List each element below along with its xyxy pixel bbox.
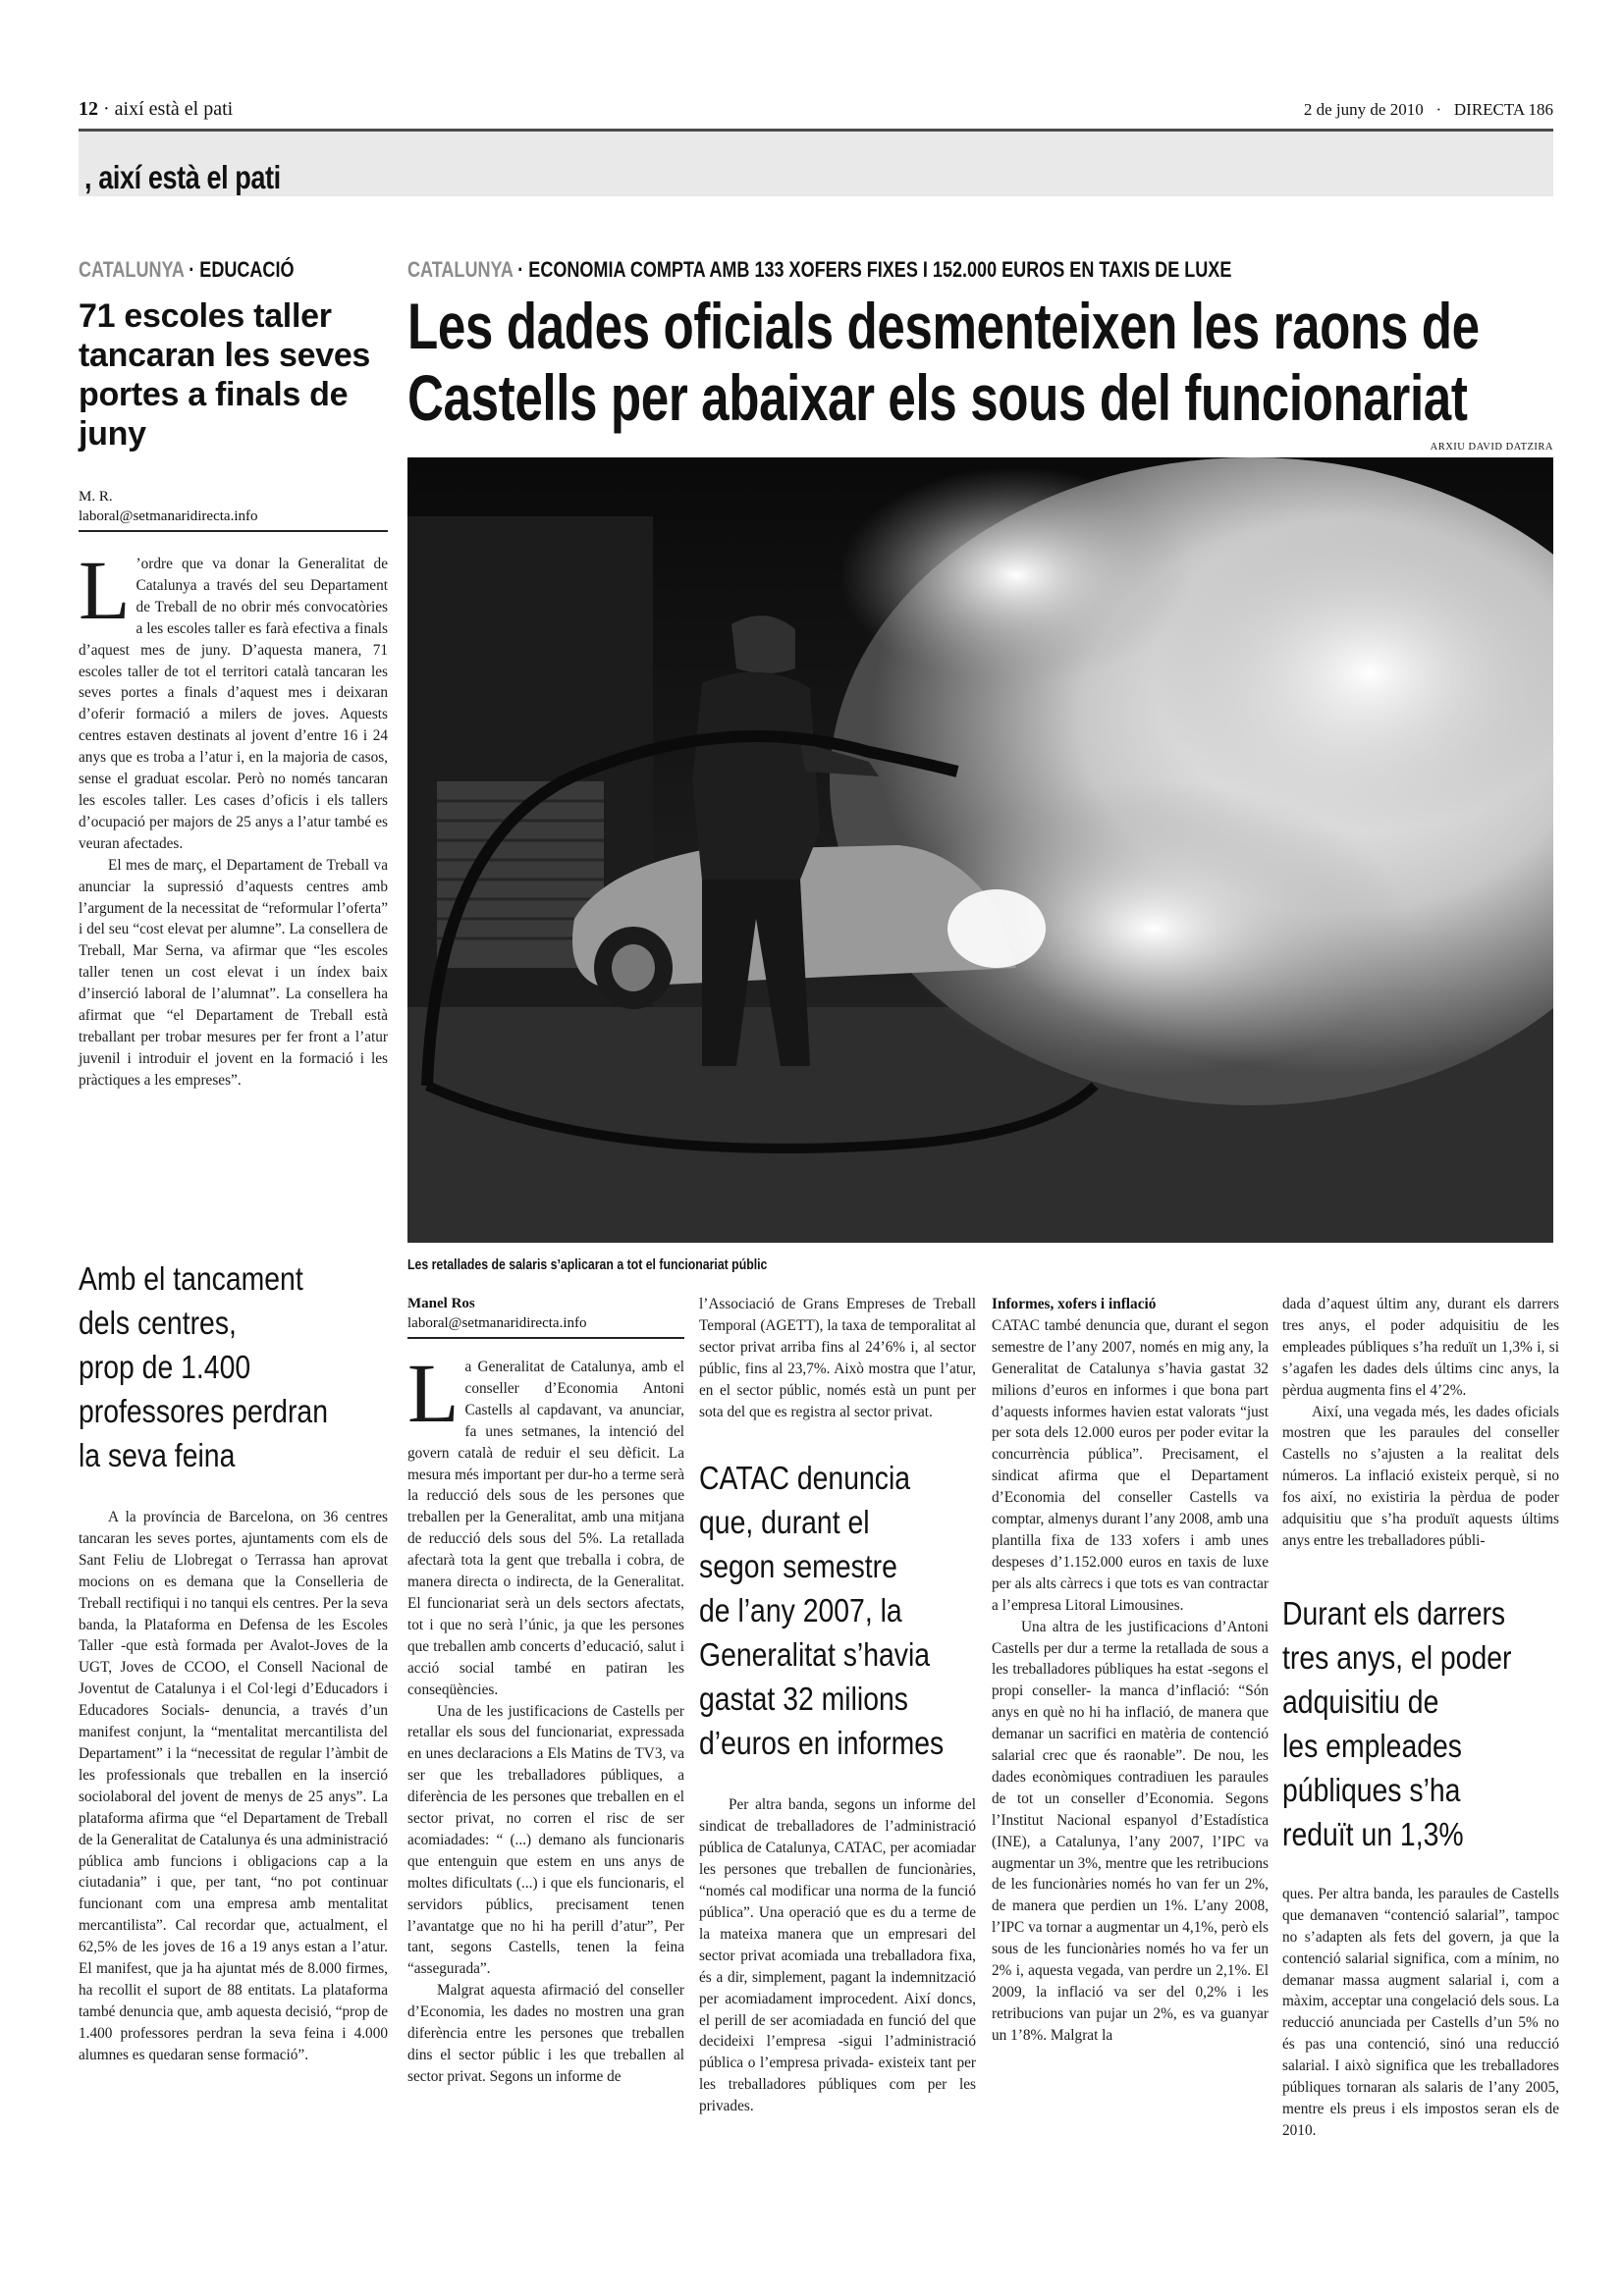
section-name: així està el pati: [114, 98, 234, 120]
author-name: M. R.: [79, 489, 113, 505]
main-headline: Les dades oficials desmenteixen les raons de Castells per abaixar els sous del funcionariat: [407, 290, 1480, 434]
author-name: Manel Ros: [407, 1296, 475, 1311]
paragraph: Així, una vegada més, les dades oficials mostren que les paraules del conseller Castells no s’ajusten a la realitat dels números. La inflació existeix perquè, si no fos així, no existiria la pèrdua de poder adquisitiu que s’ha produït aquests últims anys entre les treballadores públi-: [1282, 1403, 1559, 1549]
separator-dot: ·: [103, 98, 110, 120]
byline-rule: [79, 530, 388, 532]
publication-name: DIRECTA 186: [1453, 100, 1553, 119]
sidebar-article: [79, 257, 388, 1092]
running-header-left: [79, 98, 233, 121]
byline-rule: [407, 1337, 684, 1339]
subheading: Informes, xofers i inflació: [992, 1296, 1157, 1312]
dropcap: L: [407, 1346, 460, 1440]
sidebar-headline: 71 escoles taller tancaran les seves portes a finals de juny: [79, 297, 371, 453]
paragraph: l’Associació de Grans Empreses de Treball Temporal (AGETT), la taxa de temporalitat al sector privat arriba fins al 24’6% i, al sector públic, fins al 23,7%. Això mostra que l’atur, en el sector públic, només està un punt per sota del que es registra al sector privat.: [699, 1296, 976, 1420]
main-column-4: [1282, 1294, 1559, 2142]
running-header-right: [1304, 100, 1553, 120]
issue-date: 2 de juny de 2010: [1303, 100, 1424, 119]
paragraph: El mes de març, el Departament de Treball va anunciar la supressió d’aquests centres amb l’argument de la necessitat de “reformular l’oferta” i del seu “cost elevat per alumne”. La consellera de Treball, Mar Serna, va afirmar que “les escoles taller tenen un cost elevat i un índex baix d’inserció laboral de l’alumnat”. La consellera ha afirmat que “el Departament de Treball està treballant per trobar mesures per fer front a l’atur juvenil i introduir el jovent en la formació i les pràctiques a les empreses”.: [79, 856, 388, 1089]
column-body: [1282, 1294, 1559, 1552]
paragraph: Una de les justificacions de Castells per retallar els sous del funcionariat, expressada en unes declaracions a Els Matins de TV3, va ser que les treballadores públiques, a diferència de les persones que treballen en el sector privat, no corren el risc de ser acomiadades: “ (...) demano als funcionaris que entenguin que estem en uns anys de moltes dificultats (...) i que els funcionaris, el servidors públics, precisament tenen l’avantatge que no hi ha perill d’atur”, Per tant, segons Castells, tenen la feina “assegurada”.: [407, 1702, 684, 1978]
column-body: [992, 1315, 1269, 2047]
main-column-2: [699, 1294, 976, 2117]
firefighter-photo-illustration: [407, 457, 1553, 1243]
dropcap: L: [79, 543, 131, 637]
paragraph: Una altra de les justificacions d’Antoni Castells per dur a terme la retallada de sous a les treballadores públiques ha estat -segons el propi conseller- la manca d’inflació: “Són anys en què no hi ha inflació, de manera que demanar un sacrifici en matèria de contenció salarial crec que és raonable”. De nou, les dades econòmiques contradiuen les paraules de tot un conseller d’Economia. Segons l’Institut Nacional espanyol d’Estadística (INE), a Catalunya, l’any 2007, l’IPC va augmentar un 3%, mentre que les retribucions de les funcionàries només ho van fer un 2%, de manera que perdien un 1%. L’any 2008, l’IPC va tornar a augmentar un 4,1%, però els sous de les funcionàries només ho va fer un 2% i, aquesta vegada, van perdre un 2,1%. El 2009, la inflació va ser del 0,2% i les retribucions van pujar un 2%, es va guanyar un 1’8%. Malgrat la: [992, 1618, 1269, 2044]
main-article-header: [407, 257, 1553, 453]
column-body-continued: [1282, 1884, 1559, 2142]
section-band: [79, 132, 1553, 196]
news-photo: [407, 457, 1553, 1243]
paragraph: Per altra banda, segons un informe del sindicat de treballadores de l’administració pública de Catalunya, CATAC, per acomiadar les persones que treballen de funcionàries, “només cal modificar una norma de la funció pública”. Una operació que es du a terme de la mateixa manera que un empresari del sector privat acomiada una treballadora fixa, és a dir, simplement, pagant la indemnització per acomiadament improcedent. Així doncs, el perill de ser acomiadada en funció del que decideixi l’empresa -sigui l’administració pública o l’empresa privada- existeix tant per les treballadores públiques com per les privades.: [699, 1796, 976, 2115]
section-title: , així està el pati: [84, 159, 281, 195]
main-column-1: [407, 1294, 684, 2088]
pullquote-poder-adquisitiu: Durant els darrers tres anys, el poder adquisitiu de les empleades públiques s’ha reduït un 1,3%: [1282, 1594, 1512, 1852]
separator-dot: ·: [1435, 100, 1442, 119]
paragraph: ques. Per altra banda, les paraules de Castells que demanaven “contenció salarial”, tampoc no s’adapten als fets del govern, ja que la contenció salarial significa, com a mínim, no demanar massa augment salarial i, com a màxim, acceptar una congelació dels sous. La reducció anunciada per Castells d’un 5% no és pas una contenció, sinó una reducció salarial. I això significa que les treballadores públiques tornaran als salaris de l’any 2005, mentre els preus i els impostos seran els de 2010.: [1282, 1885, 1559, 2139]
photo-credit: ARXIU DAVID DATZIRA: [1430, 442, 1553, 453]
column-body: [699, 1294, 976, 1422]
main-byline: [407, 1294, 684, 1333]
paragraph: CATAC també denuncia que, durant el segon semestre de l’any 2007, només en mig any, la Generalitat de Catalunya s’havia gastat 32 milions d’euros en informes i que bona part d’aquests informes havien estat valorats “just per sota dels 12.000 euros per poder evitar la concurrència pública”. Precisament, el sindicat afirma que el Departament d’Economia del conseller Castells va comptar, almenys durant l’any 2008, amb una plantilla fixa de 133 xofers i amb unes despeses d’1.152.000 euros en taxis de luxe per als alts càrrecs i que tots es van contractar a l’empresa Litoral Limousines.: [992, 1316, 1269, 1614]
sidebar-byline: [79, 487, 388, 526]
main-kicker: [407, 257, 1347, 283]
running-header: [79, 98, 1553, 128]
pullquote-catac: CATAC denuncia que, durant el segon semestre de l’any 2007, la Generalitat s’havia gastat 32 milions d’euros en informes: [699, 1460, 945, 1762]
paragraph: La Generalitat de Catalunya, amb el conseller d’Economia Antoni Castells al capdavant, va anunciar, fa unes setmanes, la intenció del govern català de reduir el seu dèficit. La mesura més important per dur-ho a terme serà la reducció dels sous de les persones que treballen per la Generalitat, amb una mitjana de reducció dels sous del 5%. La retallada afectarà tota la gent que treballa i cobra, de manera directa o indirecta, de la Generalitat. El funcionariat serà un dels sectors afectats, tot i que no serà l’únic, ja que les persones que treballen amb concerts d’educació, salut i acció social també en patiran les conseqüències.: [407, 1346, 684, 1698]
paragraph: A la província de Barcelona, on 36 centres tancaran les seves portes, ajuntaments com els de Sant Feliu de Llobregat o Terrassa han aprovat mocions on es demana que la Conselleria de Treball rectifiqui i no tanqui els centres. Per la seva banda, la Plataforma en Defensa de les Escoles Taller -que està formada per Avalot-Joves de la UGT, Joves de CCOO, el Consell Nacional de Joventut de Catalunya i el Col·legi d’Educadors i Educadores Socials- denuncia, a través d’un manifest conjunt, la “mentalitat mercantilista del Departament” i la “necessitat de regular l’àmbit de les professionals que treballen en la inserció sociolaboral del jovent de menys de 25 anys”. La plataforma afirma que “el Departament de Treball de la Generalitat de Catalunya és una administració pública amb funcions i obligacions cap a la ciutadania” i que, per tant, “no pot continuar funcionant com una empresa amb mentalitat mercantilista”. Cal recordar que, actualment, el 62,5% de les joves de 16 a 19 anys estan a l’atur. El manifest, que ja ha ajuntat més de 8.000 firmes, ha recollit el suport de 88 entitats. La plataforma també denuncia que, amb aquesta decisió, “prop de 1.400 professores perdran la seva feina i 4.000 alumnes es quedaran sense formació”.: [79, 1509, 388, 2063]
paragraph: Malgrat aquesta afirmació del conseller d’Economia, les dades no mostren una gran diferència entre les persones que treballen dins el sector públic i les que treballen al sector privat. Segons un informe de: [407, 1982, 684, 2085]
photo-caption: Les retallades de salaris s’aplicaran a tot el funcionariat públic: [407, 1256, 768, 1273]
kicker-region: CATALUNYA: [407, 257, 514, 282]
sidebar-body: [79, 543, 388, 1092]
column-body-continued: [699, 1794, 976, 2117]
sidebar-article-continued: [79, 1256, 388, 2066]
author-email[interactable]: laboral@setmanaridirecta.info: [407, 1315, 587, 1331]
kicker-topic: · EDUCACIÓ: [189, 257, 295, 282]
main-column-3: [992, 1294, 1269, 2047]
sidebar-pullquote: Amb el tancament dels centres, prop de 1.400 professores perdran la seva feina: [79, 1260, 328, 1473]
kicker-region: CATALUNYA: [79, 257, 185, 282]
page-number: 12: [79, 98, 98, 120]
author-email[interactable]: laboral@setmanaridirecta.info: [79, 508, 258, 524]
paragraph: L ’ordre que va donar la Generalitat de Catalunya a través del seu Departament de Treball de no obrir més convocatòries a les escoles taller es farà efectiva a finals d’aquest mes de juny. D’aquesta manera, 71 escoles taller de tot el territori català tancaran les seves portes a finals d’aquest mes i deixaran d’oferir formació a milers de joves. Aquests centres estaven destinats al jovent d’entre 16 i 24 anys que es troba a l’atur i, en la majoria de casos, sense el graduat escolar. Però no només tancaran les escoles taller. Les cases d’oficis i els tallers d’ocupació per majors de 25 anys a l’atur també es veuran afectades.: [79, 543, 388, 852]
sidebar-kicker: [79, 257, 332, 283]
paragraph: dada d’aquest últim any, durant els darrers tres anys, el poder adquisitiu de les empleades públiques s’ha reduït un 1,3% i, si s’agafen les dades dels últims cinc anys, la pèrdua augmenta fins el 4’2%.: [1282, 1296, 1559, 1399]
column-body: [407, 1346, 684, 2088]
sidebar-body-continued: [79, 1507, 388, 2066]
kicker-topic: · ECONOMIA COMPTA AMB 133 XOFERS FIXES I 152.000 EUROS EN TAXIS DE LUXE: [517, 257, 1232, 282]
